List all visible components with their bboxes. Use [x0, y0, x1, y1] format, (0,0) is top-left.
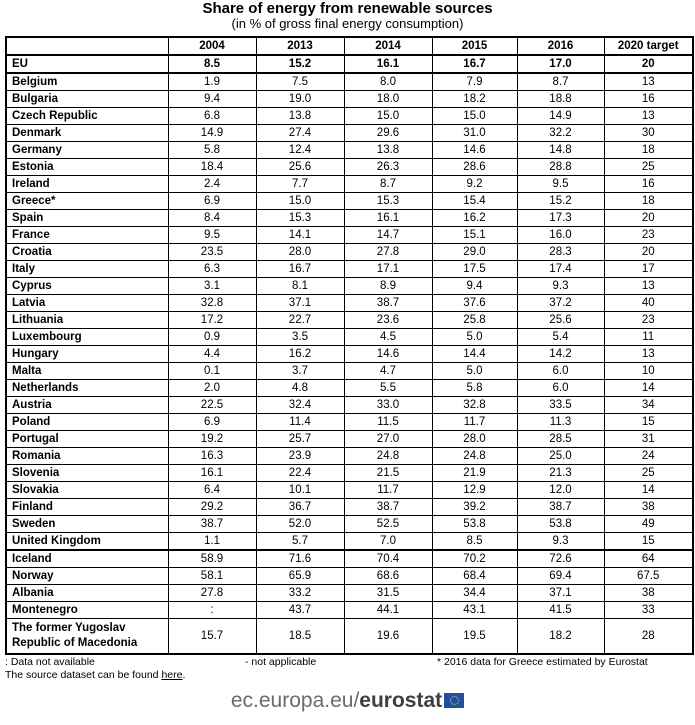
value-cell: 5.8 [432, 380, 517, 397]
value-cell: 1.1 [168, 533, 256, 551]
value-cell: 31.0 [432, 125, 517, 142]
source-suffix: . [182, 669, 186, 681]
value-cell: 6.0 [517, 380, 604, 397]
value-cell: 14 [604, 482, 693, 499]
value-cell: 13.8 [344, 142, 432, 159]
value-cell: 0.9 [168, 329, 256, 346]
value-cell: 43.7 [256, 602, 344, 619]
value-cell: 10 [604, 363, 693, 380]
table-row [6, 91, 693, 108]
value-cell: 17.0 [517, 55, 604, 73]
value-cell: 13 [604, 73, 693, 91]
value-cell: 15.2 [256, 55, 344, 73]
row-label: Lithuania [6, 312, 168, 329]
header-row [6, 37, 693, 55]
row-label: Latvia [6, 295, 168, 312]
row-label: Malta [6, 363, 168, 380]
value-cell: 17 [604, 261, 693, 278]
value-cell: 9.2 [432, 176, 517, 193]
value-cell: 18.4 [168, 159, 256, 176]
value-cell: 8.0 [344, 73, 432, 91]
value-cell: 28.6 [432, 159, 517, 176]
value-cell: 22.7 [256, 312, 344, 329]
value-cell: 4.5 [344, 329, 432, 346]
eurostat-logo[interactable] [0, 688, 695, 714]
value-cell: 13.8 [256, 108, 344, 125]
value-cell: 53.8 [432, 516, 517, 533]
row-label: Slovenia [6, 465, 168, 482]
value-cell: 28.5 [517, 431, 604, 448]
value-cell: 41.5 [517, 602, 604, 619]
value-cell: 4.7 [344, 363, 432, 380]
value-cell: 15.4 [432, 193, 517, 210]
value-cell: 15.0 [432, 108, 517, 125]
table-row [6, 431, 693, 448]
value-cell: 39.2 [432, 499, 517, 516]
value-cell: 2.4 [168, 176, 256, 193]
table-row [6, 176, 693, 193]
value-cell: 6.3 [168, 261, 256, 278]
column-header: 2013 [256, 37, 344, 55]
value-cell: 23.6 [344, 312, 432, 329]
value-cell: 16.1 [344, 210, 432, 227]
value-cell: 6.8 [168, 108, 256, 125]
row-label: Greece* [6, 193, 168, 210]
value-cell: 34 [604, 397, 693, 414]
value-cell: 22.4 [256, 465, 344, 482]
column-header: 2020 target [604, 37, 693, 55]
table-row [6, 295, 693, 312]
value-cell: 15.7 [168, 619, 256, 655]
value-cell: 44.1 [344, 602, 432, 619]
value-cell: 6.4 [168, 482, 256, 499]
value-cell: 15.3 [344, 193, 432, 210]
value-cell: 9.5 [517, 176, 604, 193]
value-cell: 15.3 [256, 210, 344, 227]
value-cell: 22.5 [168, 397, 256, 414]
value-cell: 5.7 [256, 533, 344, 551]
row-label: Sweden [6, 516, 168, 533]
table-row [6, 363, 693, 380]
value-cell: 14.4 [432, 346, 517, 363]
column-header: 2016 [517, 37, 604, 55]
row-label: Romania [6, 448, 168, 465]
value-cell: 8.1 [256, 278, 344, 295]
table-notes [5, 656, 690, 682]
value-cell: 14.9 [168, 125, 256, 142]
value-cell: 25.6 [256, 159, 344, 176]
value-cell: 18 [604, 142, 693, 159]
value-cell: 69.4 [517, 568, 604, 585]
logo-brand: eurostat [359, 689, 443, 712]
value-cell: 23.9 [256, 448, 344, 465]
row-label-line: The former Yugoslav [12, 622, 126, 634]
row-label: Poland [6, 414, 168, 431]
table-row [6, 142, 693, 159]
table-row [6, 329, 693, 346]
row-label: United Kingdom [6, 533, 168, 551]
row-label: Netherlands [6, 380, 168, 397]
column-header: 2015 [432, 37, 517, 55]
value-cell: 32.2 [517, 125, 604, 142]
value-cell: 24.8 [344, 448, 432, 465]
value-cell: 52.5 [344, 516, 432, 533]
value-cell: 3.7 [256, 363, 344, 380]
row-label: Italy [6, 261, 168, 278]
value-cell: 31.5 [344, 585, 432, 602]
value-cell: 17.5 [432, 261, 517, 278]
value-cell: 16.1 [168, 465, 256, 482]
value-cell: 70.2 [432, 550, 517, 568]
value-cell: 7.9 [432, 73, 517, 91]
note-greece: * 2016 data for Greece estimated by Eurostat [437, 656, 648, 668]
table-row [6, 380, 693, 397]
value-cell: 11.4 [256, 414, 344, 431]
value-cell: 17.2 [168, 312, 256, 329]
value-cell: 49 [604, 516, 693, 533]
table-row [6, 261, 693, 278]
value-cell: 0.1 [168, 363, 256, 380]
value-cell: 14.7 [344, 227, 432, 244]
value-cell: 14.8 [517, 142, 604, 159]
value-cell: 24.8 [432, 448, 517, 465]
value-cell: 32.4 [256, 397, 344, 414]
value-cell: 15 [604, 414, 693, 431]
value-cell: 5.5 [344, 380, 432, 397]
value-cell: 23 [604, 227, 693, 244]
table-row [6, 550, 693, 568]
value-cell: 17.1 [344, 261, 432, 278]
value-cell: 16.2 [256, 346, 344, 363]
value-cell: 21.3 [517, 465, 604, 482]
source-link[interactable]: here [161, 669, 183, 681]
table-row [6, 73, 693, 91]
value-cell: 68.4 [432, 568, 517, 585]
value-cell: 18 [604, 193, 693, 210]
value-cell: 14.6 [344, 346, 432, 363]
value-cell: 8.9 [344, 278, 432, 295]
value-cell: 16 [604, 91, 693, 108]
value-cell: 16.1 [344, 55, 432, 73]
value-cell: 16.0 [517, 227, 604, 244]
value-cell: 7.5 [256, 73, 344, 91]
value-cell: 37.1 [517, 585, 604, 602]
value-cell: 17.3 [517, 210, 604, 227]
row-label: Belgium [6, 73, 168, 91]
value-cell: 5.8 [168, 142, 256, 159]
value-cell: 21.5 [344, 465, 432, 482]
value-cell: 21.9 [432, 465, 517, 482]
value-cell: 25.6 [517, 312, 604, 329]
value-cell: 28.3 [517, 244, 604, 261]
value-cell: 9.4 [432, 278, 517, 295]
value-cell: 53.8 [517, 516, 604, 533]
value-cell: 25.7 [256, 431, 344, 448]
table-row [6, 227, 693, 244]
value-cell: 13 [604, 278, 693, 295]
value-cell: 27.0 [344, 431, 432, 448]
value-cell: 37.6 [432, 295, 517, 312]
table-subtitle: (in % of gross final energy consumption) [231, 16, 464, 31]
value-cell: 18.2 [432, 91, 517, 108]
value-cell: 16.7 [256, 261, 344, 278]
value-cell: 33.5 [517, 397, 604, 414]
value-cell: 38.7 [168, 516, 256, 533]
value-cell: 19.0 [256, 91, 344, 108]
value-cell: 4.4 [168, 346, 256, 363]
table-row [6, 244, 693, 261]
value-cell: 11 [604, 329, 693, 346]
value-cell: 32.8 [432, 397, 517, 414]
row-label: Norway [6, 568, 168, 585]
source-text: The source dataset can be found [5, 669, 162, 681]
table-row [6, 346, 693, 363]
eu-row [6, 55, 693, 73]
logo-domain: ec.europa.eu/ [230, 689, 360, 712]
value-cell: 15 [604, 533, 693, 551]
value-cell: 8.5 [168, 55, 256, 73]
value-cell: 20 [604, 210, 693, 227]
value-cell: 14 [604, 380, 693, 397]
value-cell: 34.4 [432, 585, 517, 602]
value-cell: 11.7 [344, 482, 432, 499]
value-cell: 8.5 [432, 533, 517, 551]
header-corner [6, 37, 168, 55]
row-label: Denmark [6, 125, 168, 142]
table-row [6, 602, 693, 619]
column-header: 2004 [168, 37, 256, 55]
table-row [6, 568, 693, 585]
value-cell: 12.9 [432, 482, 517, 499]
row-label: Estonia [6, 159, 168, 176]
value-cell: 18.0 [344, 91, 432, 108]
note-not-available: : Data not available [5, 656, 95, 668]
value-cell: 18.5 [256, 619, 344, 655]
row-label: Portugal [6, 431, 168, 448]
value-cell: 28 [604, 619, 693, 655]
table-row [6, 585, 693, 602]
row-label [6, 619, 168, 655]
value-cell: 33.2 [256, 585, 344, 602]
value-cell: 27.8 [168, 585, 256, 602]
value-cell: 8.7 [517, 73, 604, 91]
value-cell: 38.7 [344, 295, 432, 312]
value-cell: 58.1 [168, 568, 256, 585]
value-cell: 71.6 [256, 550, 344, 568]
table-row [6, 210, 693, 227]
value-cell: 15.0 [344, 108, 432, 125]
value-cell: 1.9 [168, 73, 256, 91]
row-label: Czech Republic [6, 108, 168, 125]
value-cell: 33.0 [344, 397, 432, 414]
row-label: EU [6, 55, 168, 73]
table-row [6, 414, 693, 431]
row-label: Spain [6, 210, 168, 227]
table-row [6, 108, 693, 125]
value-cell: 14.1 [256, 227, 344, 244]
table-row [6, 312, 693, 329]
table-row [6, 619, 693, 655]
value-cell: 16.3 [168, 448, 256, 465]
value-cell: 19.2 [168, 431, 256, 448]
value-cell: 9.3 [517, 278, 604, 295]
value-cell: 25 [604, 465, 693, 482]
value-cell: 11.3 [517, 414, 604, 431]
value-cell: 14.9 [517, 108, 604, 125]
value-cell: 23.5 [168, 244, 256, 261]
value-cell: 6.9 [168, 414, 256, 431]
value-cell: 6.0 [517, 363, 604, 380]
value-cell: 28.8 [517, 159, 604, 176]
value-cell: 16 [604, 176, 693, 193]
value-cell: 11.7 [432, 414, 517, 431]
value-cell: 38 [604, 499, 693, 516]
value-cell: 9.4 [168, 91, 256, 108]
value-cell: 8.4 [168, 210, 256, 227]
table-row [6, 533, 693, 551]
value-cell: 52.0 [256, 516, 344, 533]
row-label-line: Republic of Macedonia [12, 637, 138, 649]
value-cell: 67.5 [604, 568, 693, 585]
value-cell: 19.6 [344, 619, 432, 655]
row-label: Albania [6, 585, 168, 602]
value-cell: 70.4 [344, 550, 432, 568]
table-row [6, 516, 693, 533]
value-cell: 27.4 [256, 125, 344, 142]
renewables-table [5, 36, 694, 655]
value-cell: 40 [604, 295, 693, 312]
value-cell: 9.3 [517, 533, 604, 551]
value-cell: 15.1 [432, 227, 517, 244]
value-cell: 33 [604, 602, 693, 619]
value-cell: 31 [604, 431, 693, 448]
value-cell: 29.6 [344, 125, 432, 142]
row-label: Hungary [6, 346, 168, 363]
value-cell: 11.5 [344, 414, 432, 431]
row-label: Slovakia [6, 482, 168, 499]
row-label: Austria [6, 397, 168, 414]
table-row [6, 465, 693, 482]
value-cell: 24 [604, 448, 693, 465]
value-cell: 3.5 [256, 329, 344, 346]
value-cell: : [168, 602, 256, 619]
value-cell: 12.4 [256, 142, 344, 159]
value-cell: 30 [604, 125, 693, 142]
value-cell: 17.4 [517, 261, 604, 278]
value-cell: 25 [604, 159, 693, 176]
table-row [6, 125, 693, 142]
value-cell: 7.0 [344, 533, 432, 551]
value-cell: 14.6 [432, 142, 517, 159]
value-cell: 16.7 [432, 55, 517, 73]
value-cell: 8.7 [344, 176, 432, 193]
value-cell: 7.7 [256, 176, 344, 193]
column-header: 2014 [344, 37, 432, 55]
row-label: Croatia [6, 244, 168, 261]
row-label: Montenegro [6, 602, 168, 619]
value-cell: 27.8 [344, 244, 432, 261]
table-row [6, 193, 693, 210]
value-cell: 20 [604, 244, 693, 261]
row-label: Ireland [6, 176, 168, 193]
value-cell: 25.8 [432, 312, 517, 329]
value-cell: 37.2 [517, 295, 604, 312]
value-cell: 5.0 [432, 363, 517, 380]
value-cell: 65.9 [256, 568, 344, 585]
value-cell: 9.5 [168, 227, 256, 244]
value-cell: 23 [604, 312, 693, 329]
value-cell: 14.2 [517, 346, 604, 363]
value-cell: 10.1 [256, 482, 344, 499]
value-cell: 19.5 [432, 619, 517, 655]
value-cell: 32.8 [168, 295, 256, 312]
value-cell: 38 [604, 585, 693, 602]
table-row [6, 499, 693, 516]
value-cell: 38.7 [344, 499, 432, 516]
value-cell: 15.2 [517, 193, 604, 210]
value-cell: 29.0 [432, 244, 517, 261]
row-label: Germany [6, 142, 168, 159]
value-cell: 43.1 [432, 602, 517, 619]
eu-flag-icon [444, 693, 464, 708]
value-cell: 3.1 [168, 278, 256, 295]
value-cell: 18.2 [517, 619, 604, 655]
value-cell: 38.7 [517, 499, 604, 516]
value-cell: 26.3 [344, 159, 432, 176]
value-cell: 12.0 [517, 482, 604, 499]
value-cell: 20 [604, 55, 693, 73]
value-cell: 18.8 [517, 91, 604, 108]
value-cell: 64 [604, 550, 693, 568]
value-cell: 28.0 [432, 431, 517, 448]
value-cell: 13 [604, 108, 693, 125]
value-cell: 5.0 [432, 329, 517, 346]
note-not-applicable: - not applicable [245, 656, 317, 668]
row-label: Finland [6, 499, 168, 516]
value-cell: 28.0 [256, 244, 344, 261]
row-label: Luxembourg [6, 329, 168, 346]
value-cell: 5.4 [517, 329, 604, 346]
value-cell: 16.2 [432, 210, 517, 227]
value-cell: 36.7 [256, 499, 344, 516]
table-row [6, 448, 693, 465]
value-cell: 6.9 [168, 193, 256, 210]
value-cell: 15.0 [256, 193, 344, 210]
table-row [6, 278, 693, 295]
value-cell: 37.1 [256, 295, 344, 312]
value-cell: 68.6 [344, 568, 432, 585]
value-cell: 72.6 [517, 550, 604, 568]
table-title: Share of energy from renewable sources [202, 0, 493, 17]
value-cell: 29.2 [168, 499, 256, 516]
table-row [6, 159, 693, 176]
table-row [6, 397, 693, 414]
value-cell: 13 [604, 346, 693, 363]
row-label: Cyprus [6, 278, 168, 295]
row-label: France [6, 227, 168, 244]
table-row [6, 482, 693, 499]
value-cell: 4.8 [256, 380, 344, 397]
value-cell: 25.0 [517, 448, 604, 465]
row-label: Bulgaria [6, 91, 168, 108]
row-label: Iceland [6, 550, 168, 568]
value-cell: 2.0 [168, 380, 256, 397]
value-cell: 58.9 [168, 550, 256, 568]
